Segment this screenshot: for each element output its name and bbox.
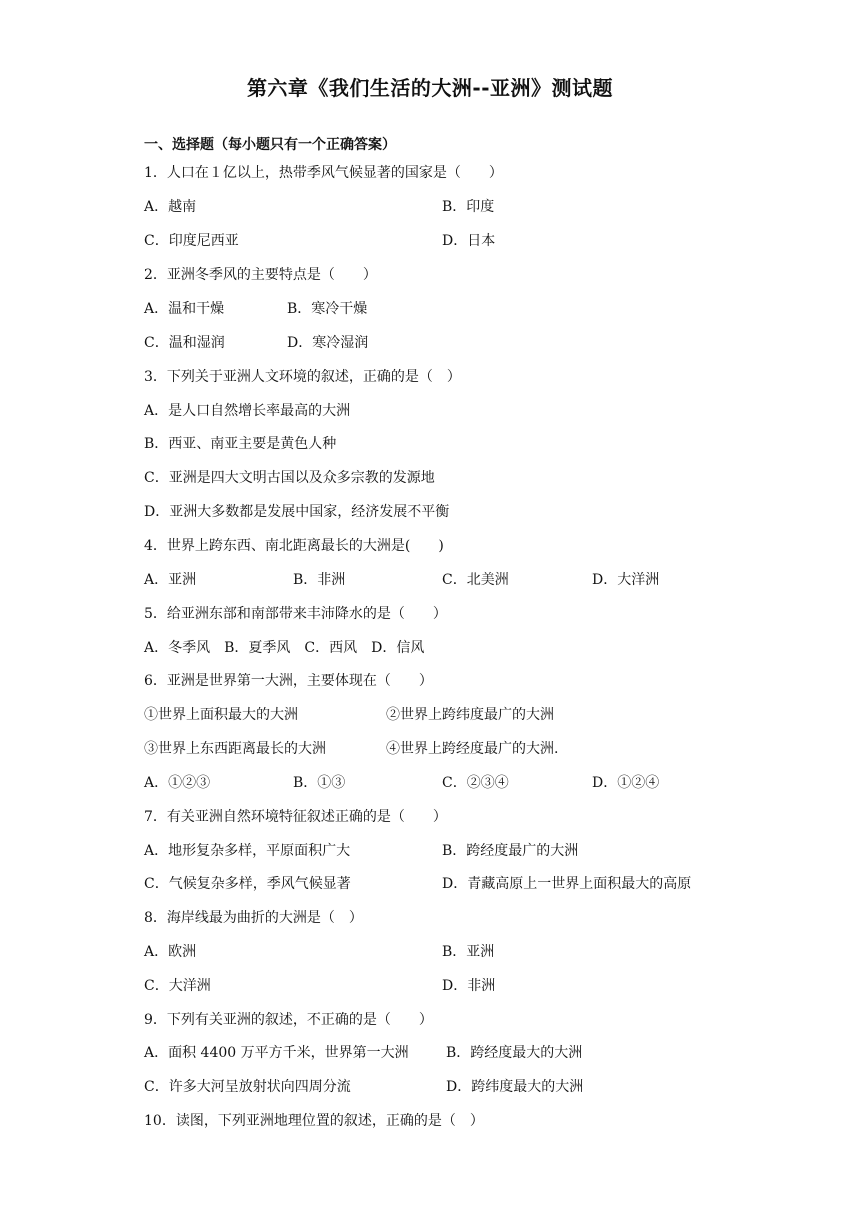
question-6-options-row <box>144 772 784 792</box>
question-6-statement-3: ③世界上东西距离最长的大洲 <box>144 741 326 757</box>
question-2-options-row-2 <box>144 332 784 352</box>
section-heading: 一、选择题（每小题只有一个正确答案） <box>144 137 396 153</box>
question-8-option-c: C．大洋洲 <box>144 978 211 994</box>
question-7-option-a: A．地形复杂多样，平原面积广大 <box>144 843 351 859</box>
question-1-stem: 1．人口在１亿以上，热带季风气候显著的国家是（ ） <box>144 165 503 181</box>
question-1-option-c: C．印度尼西亚 <box>144 233 239 249</box>
question-9-option-a: A．面积 4400 万平方千米，世界第一大洲 <box>144 1045 409 1061</box>
question-3-option-a: A．是人口自然增长率最高的大洲 <box>144 403 351 419</box>
question-7-option-d: D．青藏高原上一世界上面积最大的高原 <box>442 876 692 892</box>
question-3-option-c: C．亚洲是四大文明古国以及众多宗教的发源地 <box>144 470 435 486</box>
question-6-statement-2: ②世界上跨纬度最广的大洲 <box>386 707 554 723</box>
question-4-options-row <box>144 569 784 589</box>
question-6-statements-row-2 <box>144 738 784 758</box>
question-8-option-a: A．欧洲 <box>144 944 197 960</box>
question-9-options-row-2 <box>144 1076 784 1096</box>
question-7-option-c: C．气候复杂多样，季风气候显著 <box>144 876 351 892</box>
question-6-option-b: B．①③ <box>293 775 346 791</box>
question-2-option-d: D．寒冷湿润 <box>287 335 369 351</box>
question-9-option-c: C．许多大河呈放射状向四周分流 <box>144 1079 351 1095</box>
question-6-stem: 6．亚洲是世界第一大洲，主要体现在（ ） <box>144 673 433 689</box>
question-8-stem: 8．海岸线最为曲折的大洲是（ ） <box>144 910 363 926</box>
page-title: 第六章《我们生活的大洲--亚洲》测试题 <box>246 76 614 100</box>
question-8-option-b: B．亚洲 <box>442 944 495 960</box>
question-8-option-d: D．非洲 <box>442 978 496 994</box>
question-4-stem: 4．世界上跨东西、南北距离最长的大洲是( ) <box>144 538 444 554</box>
question-1-option-b: B．印度 <box>442 199 495 215</box>
question-9-stem: 9．下列有关亚洲的叙述，不正确的是（ ） <box>144 1012 433 1028</box>
question-4-option-b: B．非洲 <box>293 572 346 588</box>
question-2-stem: 2．亚洲冬季风的主要特点是（ ） <box>144 267 377 283</box>
question-8-options-row-2 <box>144 975 784 995</box>
question-9-option-d: D．跨纬度最大的大洲 <box>446 1079 584 1095</box>
question-8-options-row-1 <box>144 941 784 961</box>
question-5-stem: 5．给亚洲东部和南部带来丰沛降水的是（ ） <box>144 606 447 622</box>
question-5-options: A．冬季风 B．夏季风 C．西风 D．信风 <box>144 640 425 656</box>
question-6-statement-1: ①世界上面积最大的大洲 <box>144 707 298 723</box>
question-2-option-c: C．温和湿润 <box>144 335 225 351</box>
question-4-option-d: D．大洋洲 <box>592 572 660 588</box>
question-3-stem: 3．下列关于亚洲人文环境的叙述，正确的是（ ） <box>144 369 461 385</box>
question-2-option-b: B．寒冷干燥 <box>287 301 368 317</box>
question-6-option-a: A．①②③ <box>144 775 211 791</box>
question-1-option-a: A．越南 <box>144 199 197 215</box>
question-2-options-row-1 <box>144 298 784 318</box>
question-7-option-b: B．跨经度最广的大洲 <box>442 843 579 859</box>
question-6-option-d: D．①②④ <box>592 775 660 791</box>
question-1-options-row-2 <box>144 230 784 250</box>
question-1-option-d: D．日本 <box>442 233 496 249</box>
question-9-options-row-1 <box>144 1042 784 1062</box>
question-6-option-c: C．②③④ <box>442 775 509 791</box>
question-7-stem: 7．有关亚洲自然环境特征叙述正确的是（ ） <box>144 809 447 825</box>
question-10-stem: 10．读图，下列亚洲地理位置的叙述，正确的是（ ） <box>144 1113 484 1129</box>
question-3-option-b: B．西亚、南亚主要是黄色人种 <box>144 436 337 452</box>
question-6-statement-4: ④世界上跨经度最广的大洲. <box>386 741 559 757</box>
question-6-statements-row-1 <box>144 704 784 724</box>
question-1-options-row-1 <box>144 196 784 216</box>
question-7-options-row-1 <box>144 840 784 860</box>
question-4-option-c: C．北美洲 <box>442 572 509 588</box>
question-7-options-row-2 <box>144 873 784 893</box>
question-2-option-a: A．温和干燥 <box>144 301 225 317</box>
question-3-option-d: D．亚洲大多数都是发展中国家，经济发展不平衡 <box>144 504 450 520</box>
question-9-option-b: B．跨经度最大的大洲 <box>446 1045 583 1061</box>
question-4-option-a: A．亚洲 <box>144 572 197 588</box>
